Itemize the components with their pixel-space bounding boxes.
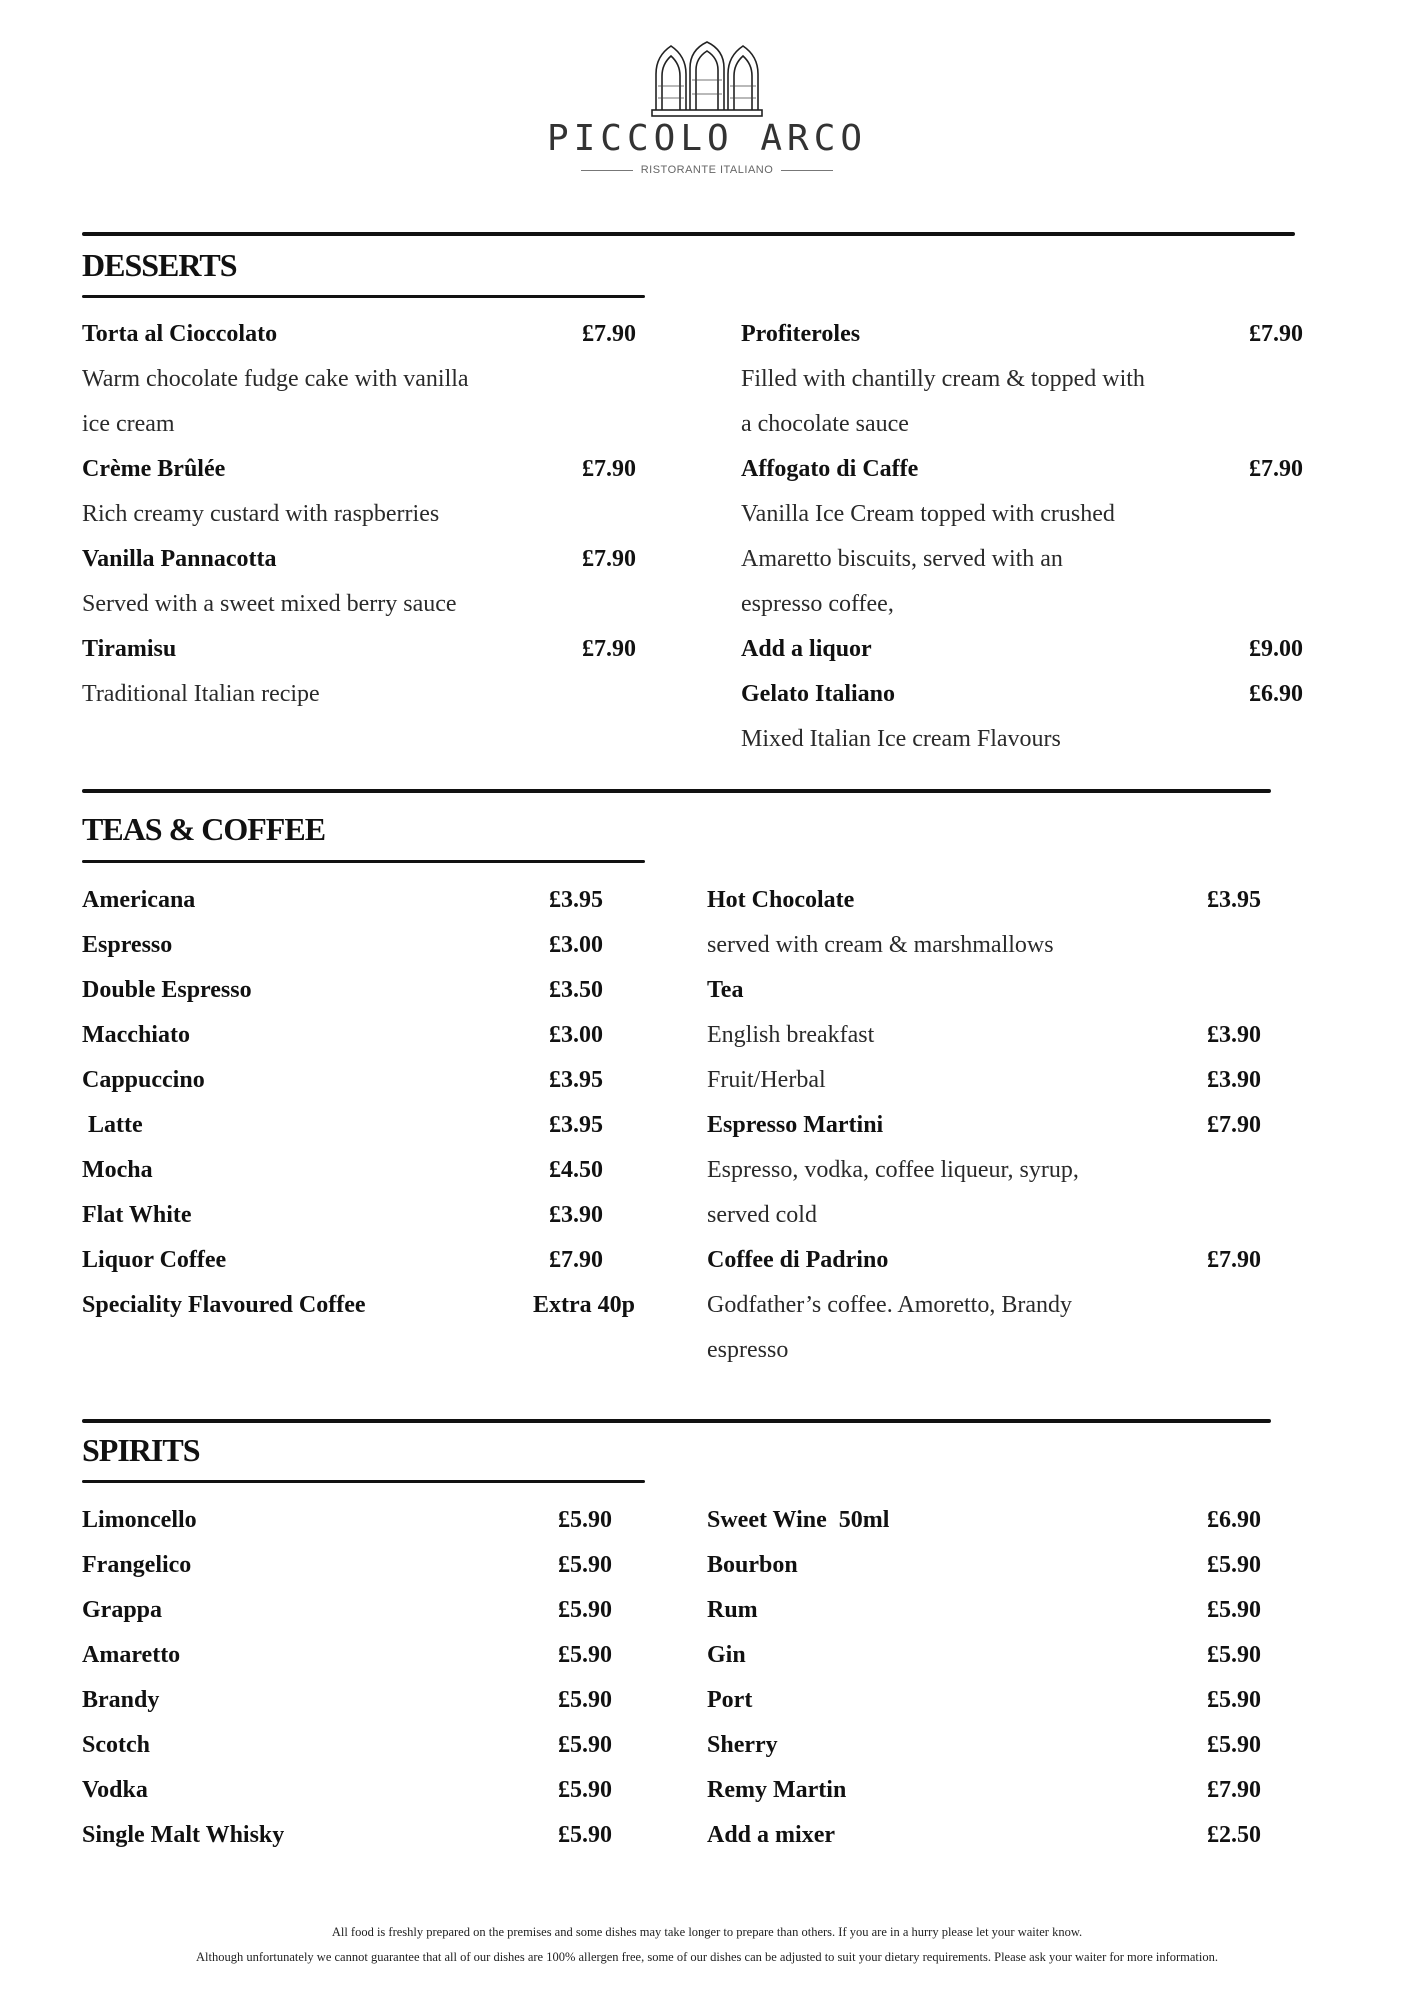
tagline-divider-left <box>581 170 633 171</box>
item-price: £5.90 <box>558 1777 612 1803</box>
item-name: Double Espresso <box>82 977 252 1003</box>
item-name: Americana <box>82 887 196 913</box>
item-price: £7.90 <box>1207 1247 1261 1273</box>
menu-item <box>707 1813 1261 1858</box>
item-price: £5.90 <box>1207 1597 1261 1623</box>
desserts-heading: DESSERTS <box>82 247 237 283</box>
item-name: Frangelico <box>82 1552 192 1578</box>
menu-item <box>82 1148 635 1193</box>
teas-heading-underline <box>82 860 645 863</box>
menu-item <box>82 1723 612 1768</box>
item-price: £2.50 <box>1207 1822 1261 1848</box>
menu-item <box>82 1768 612 1813</box>
item-price: £5.90 <box>558 1822 612 1848</box>
spirits-heading-underline <box>82 1480 645 1483</box>
item-name: Rum <box>707 1597 758 1623</box>
menu-item <box>741 672 1303 717</box>
item-description: served with cream & marshmallows <box>707 932 1054 958</box>
item-name: Affogato di Caffe <box>741 456 919 482</box>
spirits-left-column <box>82 1498 612 1858</box>
brand-tagline <box>507 164 907 176</box>
item-price: £7.90 <box>549 1247 603 1273</box>
item-price: £7.90 <box>582 636 636 662</box>
item-description: served cold <box>707 1202 817 1228</box>
menu-item <box>82 1058 635 1103</box>
item-name: Tea <box>707 977 744 1003</box>
menu-item <box>82 878 635 923</box>
item-description: Filled with chantilly cream & topped with <box>741 366 1145 392</box>
item-name: Remy Martin <box>707 1777 847 1803</box>
menu-item <box>707 1588 1261 1633</box>
item-description: Mixed Italian Ice cream Flavours <box>741 726 1061 752</box>
menu-item <box>82 1238 635 1283</box>
menu-item <box>741 447 1303 492</box>
subitem-name: English breakfast <box>707 1022 875 1048</box>
menu-item <box>707 1498 1261 1543</box>
item-price: £5.90 <box>558 1507 612 1533</box>
menu-item <box>82 1193 635 1238</box>
item-price: £3.95 <box>549 887 603 913</box>
item-name: Port <box>707 1687 753 1713</box>
item-price: £3.00 <box>549 932 603 958</box>
item-price: £4.50 <box>549 1157 603 1183</box>
brand-tagline-text: RISTORANTE ITALIANO <box>640 164 774 176</box>
item-price: £7.90 <box>582 321 636 347</box>
teas-heading: TEAS & COFFEE <box>82 811 326 847</box>
teas-right-column <box>707 878 1261 1373</box>
item-price: £7.90 <box>1207 1777 1261 1803</box>
item-price: £5.90 <box>1207 1642 1261 1668</box>
teas-top-rule <box>82 789 1271 793</box>
item-name: Single Malt Whisky <box>82 1822 285 1848</box>
item-name: Add a liquor <box>741 636 872 662</box>
footer-note-allergens: Although unfortunately we cannot guarantee that all of our dishes are 100% allergen free, some of our dishes can be adjusted to suit your dietary requirements. Please ask your waiter for more information. <box>195 1950 1219 1964</box>
item-name: Tiramisu <box>82 636 177 662</box>
menu-item <box>707 1103 1261 1148</box>
menu-item <box>707 1543 1261 1588</box>
menu-item <box>82 1013 635 1058</box>
item-description: Amaretto biscuits, served with an <box>741 546 1063 572</box>
item-name: Profiteroles <box>741 321 861 347</box>
item-name: Latte <box>82 1112 143 1138</box>
item-price: £7.90 <box>1249 456 1303 482</box>
menu-item <box>82 312 636 357</box>
item-price: £3.00 <box>549 1022 603 1048</box>
menu-subitem <box>707 1013 1261 1058</box>
subitem-name: Fruit/Herbal <box>707 1067 826 1093</box>
menu-item <box>707 878 1261 923</box>
spirits-heading: SPIRITS <box>82 1432 200 1468</box>
menu-item <box>82 1678 612 1723</box>
item-name: Espresso <box>82 932 173 958</box>
desserts-top-rule <box>82 232 1295 236</box>
menu-item <box>707 968 1261 1013</box>
item-name: Macchiato <box>82 1022 190 1048</box>
item-description: Rich creamy custard with raspberries <box>82 501 440 527</box>
brand-name: PICCOLO ARCO <box>546 118 868 159</box>
item-price: £7.90 <box>1207 1112 1261 1138</box>
spirits-right-column <box>707 1498 1261 1858</box>
tagline-divider-right <box>781 170 833 171</box>
item-price: £3.95 <box>1207 887 1261 913</box>
item-name: Scotch <box>82 1732 150 1758</box>
menu-item <box>707 1768 1261 1813</box>
menu-item <box>82 968 635 1013</box>
item-name: Cappuccino <box>82 1067 205 1093</box>
item-description: Traditional Italian recipe <box>82 681 320 707</box>
item-description: espresso coffee, <box>741 591 894 617</box>
item-name: Vanilla Pannacotta <box>82 546 277 572</box>
item-name: Espresso Martini <box>707 1112 884 1138</box>
item-price: £3.95 <box>549 1067 603 1093</box>
item-name: Crème Brûlée <box>82 456 226 482</box>
menu-item <box>82 1543 612 1588</box>
item-price: £5.90 <box>558 1597 612 1623</box>
item-name: Speciality Flavoured Coffee <box>82 1292 366 1318</box>
item-description: espresso <box>707 1337 789 1363</box>
menu-item <box>707 1723 1261 1768</box>
menu-item <box>82 923 635 968</box>
item-name: Liquor Coffee <box>82 1247 227 1273</box>
item-name: Bourbon <box>707 1552 798 1578</box>
menu-item <box>707 1238 1261 1283</box>
item-price: £3.50 <box>549 977 603 1003</box>
menu-item <box>82 1588 612 1633</box>
menu-item <box>707 1633 1261 1678</box>
item-price: £5.90 <box>1207 1687 1261 1713</box>
menu-item <box>82 1633 612 1678</box>
item-price: £7.90 <box>582 546 636 572</box>
item-price: £6.90 <box>1207 1507 1261 1533</box>
item-price: £3.95 <box>549 1112 603 1138</box>
item-name: Amaretto <box>82 1642 181 1668</box>
item-price: £5.90 <box>558 1552 612 1578</box>
desserts-right-column <box>741 312 1303 762</box>
menu-item <box>82 1498 612 1543</box>
item-description: Warm chocolate fudge cake with vanilla <box>82 366 469 392</box>
item-description: a chocolate sauce <box>741 411 909 437</box>
footer-note-freshly-prepared: All food is freshly prepared on the premises and some dishes may take longer to prepare than others. If you are in a hurry please let your waiter know. <box>331 1925 1083 1939</box>
item-name: Mocha <box>82 1157 153 1183</box>
menu-item <box>82 1813 612 1858</box>
item-name: Sweet Wine 50ml <box>707 1507 890 1533</box>
menu-item <box>82 1103 635 1148</box>
item-description: Served with a sweet mixed berry sauce <box>82 591 457 617</box>
item-description: ice cream <box>82 411 175 437</box>
item-name: Add a mixer <box>707 1822 835 1848</box>
item-price: £7.90 <box>1249 321 1303 347</box>
item-price: £3.90 <box>1207 1022 1261 1048</box>
item-price: £5.90 <box>558 1642 612 1668</box>
desserts-heading-underline <box>82 295 645 298</box>
item-description: Godfather’s coffee. Amoretto, Brandy <box>707 1292 1073 1318</box>
item-name: Sherry <box>707 1732 778 1758</box>
item-name: Torta al Cioccolato <box>82 321 278 347</box>
desserts-left-column <box>82 312 636 717</box>
arches-logo-icon <box>650 40 764 120</box>
item-price: £7.90 <box>582 456 636 482</box>
teas-left-column <box>82 878 635 1328</box>
item-price: £9.00 <box>1249 636 1303 662</box>
item-price: £3.90 <box>1207 1067 1261 1093</box>
menu-item <box>741 627 1303 672</box>
item-price: £5.90 <box>558 1687 612 1713</box>
item-name: Gin <box>707 1642 746 1668</box>
spirits-top-rule <box>82 1419 1271 1423</box>
item-price: Extra 40p <box>533 1292 635 1318</box>
item-name: Hot Chocolate <box>707 887 855 913</box>
menu-item <box>82 1283 635 1328</box>
item-name: Brandy <box>82 1687 160 1713</box>
menu-item <box>82 447 636 492</box>
menu-item <box>707 1678 1261 1723</box>
item-description: Espresso, vodka, coffee liqueur, syrup, <box>707 1157 1079 1183</box>
item-price: £5.90 <box>558 1732 612 1758</box>
item-name: Gelato Italiano <box>741 681 895 707</box>
menu-item <box>82 537 636 582</box>
item-price: £5.90 <box>1207 1552 1261 1578</box>
item-name: Grappa <box>82 1597 163 1623</box>
menu-subitem <box>707 1058 1261 1103</box>
item-name: Vodka <box>82 1777 148 1803</box>
item-name: Flat White <box>82 1202 192 1228</box>
item-description: Vanilla Ice Cream topped with crushed <box>741 501 1115 527</box>
item-name: Coffee di Padrino <box>707 1247 889 1273</box>
item-price: £5.90 <box>1207 1732 1261 1758</box>
item-price: £6.90 <box>1249 681 1303 707</box>
item-price: £3.90 <box>549 1202 603 1228</box>
menu-item <box>741 312 1303 357</box>
item-name: Limoncello <box>82 1507 197 1533</box>
menu-item <box>82 627 636 672</box>
